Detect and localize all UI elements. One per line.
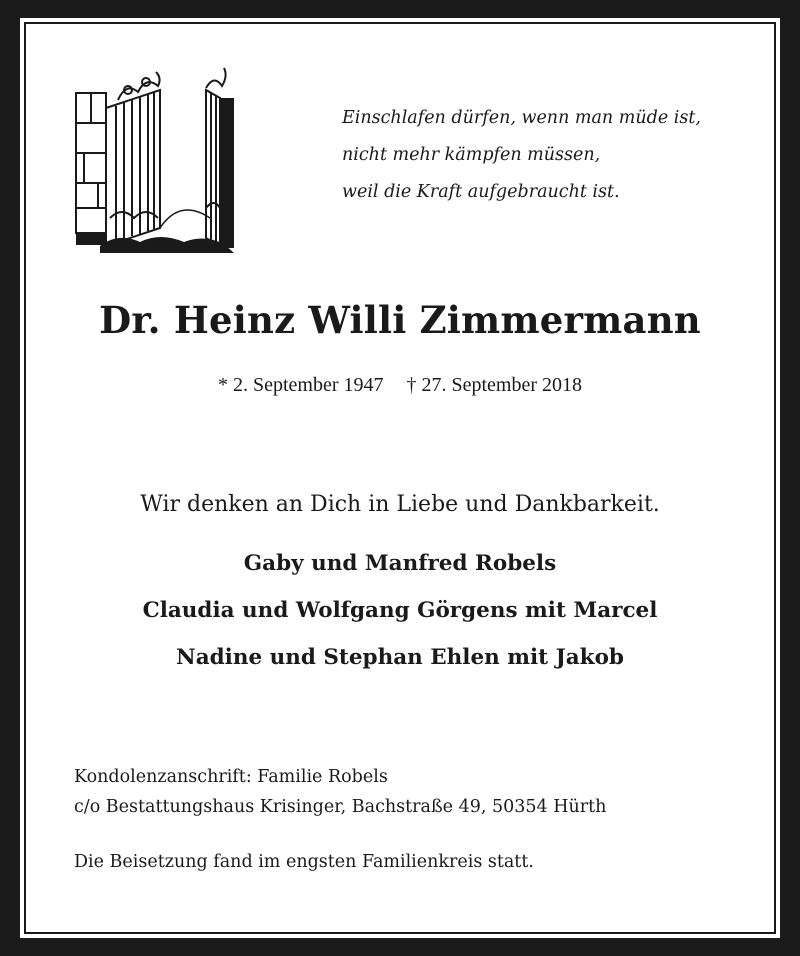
- gratitude-line: Wir denken an Dich in Liebe und Dankbarkeit.: [140, 492, 660, 517]
- obituary-card: [20, 18, 780, 938]
- family-member: Gaby und Manfred Robels: [243, 551, 557, 576]
- poem-line: nicht mehr kämpfen müssen,: [342, 145, 601, 165]
- burial-note: Die Beisetzung fand im engsten Familienkreis statt.: [74, 852, 534, 872]
- birth-date: * 2. September 1947: [217, 374, 384, 396]
- address-line: c/o Bestattungshaus Krisinger, Bachstraße 49, 50354 Hürth: [74, 797, 607, 817]
- deceased-name: Dr. Heinz Willi Zimmermann: [99, 298, 701, 342]
- condolence-address: [74, 762, 606, 822]
- family-member: Claudia und Wolfgang Görgens mit Marcel: [142, 598, 658, 623]
- family-list: [20, 540, 780, 681]
- poem: [342, 100, 701, 211]
- death-date: † 27. September 2018: [406, 374, 583, 396]
- poem-line: weil die Kraft aufgebraucht ist.: [342, 182, 620, 202]
- address-line: Kondolenzanschrift: Familie Robels: [74, 767, 388, 787]
- family-member: Nadine und Stephan Ehlen mit Jakob: [176, 645, 624, 670]
- open-gate-icon: [60, 48, 255, 253]
- life-dates: [20, 374, 780, 397]
- poem-line: Einschlafen dürfen, wenn man müde ist,: [342, 108, 701, 128]
